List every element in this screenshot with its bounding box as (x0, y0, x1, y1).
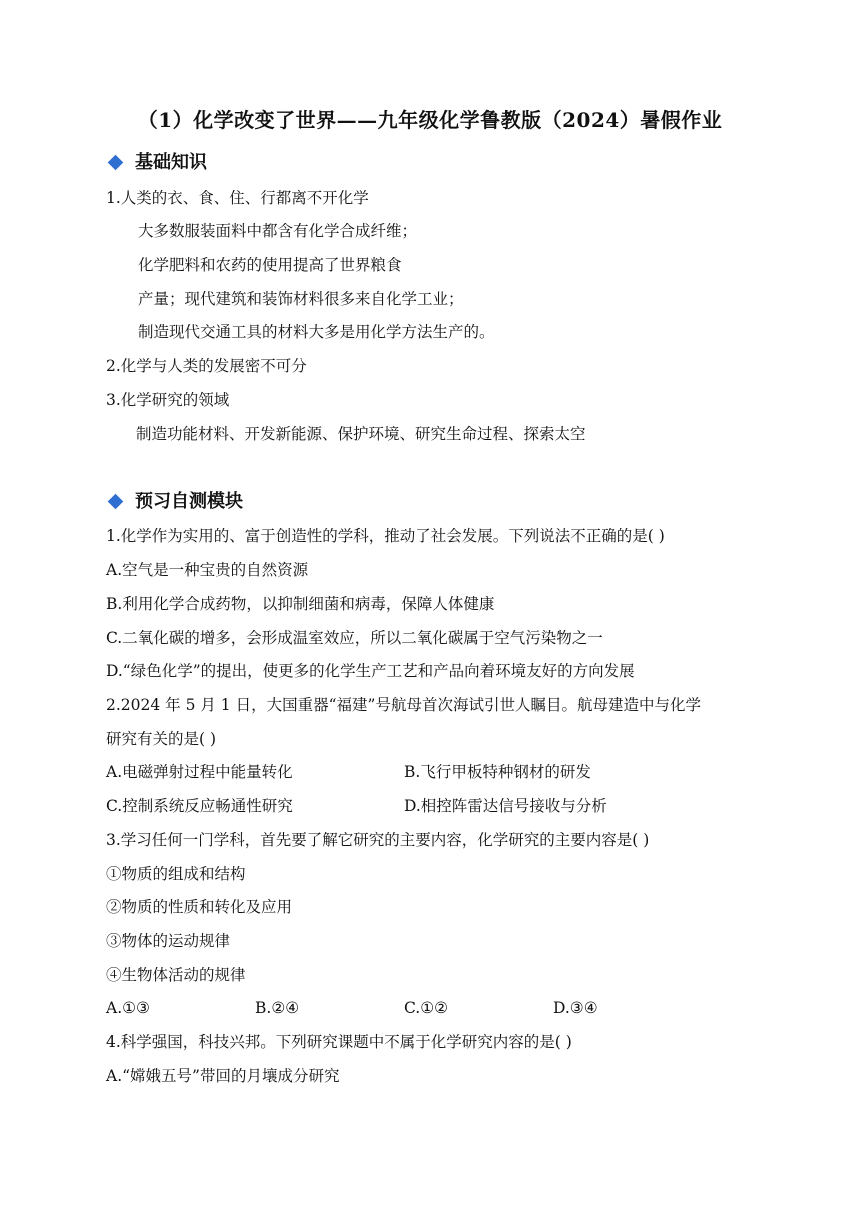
question-1-option-b: B.利用化学合成药物，以抑制细菌和病毒，保障人体健康 (106, 595, 495, 613)
question-1-option-d: D.“绿色化学”的提出，使更多的化学生产工艺和产品向着环境友好的方向发展 (106, 662, 635, 680)
question-2-stem-line-2: 研究有关的是( ) (106, 730, 217, 748)
question-3-option-d: D.③④ (553, 999, 598, 1017)
question-1-stem: 1.化学作为实用的、富于创造性的学科，推动了社会发展。下列说法不正确的是( ) (106, 527, 665, 545)
question-4-stem: 4.科学强国，科技兴邦。下列研究课题中不属于化学研究内容的是( ) (106, 1033, 572, 1051)
basics-text-3: 产量；现代建筑和装饰材料很多来自化学工业； (138, 290, 464, 308)
question-3-option-b: B.②④ (255, 999, 300, 1017)
section-pretest-heading (106, 487, 243, 513)
question-2-option-d: D.相控阵雷达信号接收与分析 (404, 797, 607, 815)
question-3-item-2: ②物质的性质和转化及应用 (106, 898, 293, 916)
question-3-item-3: ③物体的运动规律 (106, 932, 231, 950)
section-basics-label: 基础知识 (135, 152, 207, 173)
question-2-options-row-2 (106, 796, 786, 816)
page-title: （1）化学改变了世界——九年级化学鲁教版（2024）暑假作业 (137, 108, 723, 132)
basics-text-5: 制造功能材料、开发新能源、保护环境、研究生命过程、探索太空 (136, 425, 586, 443)
question-3-options-row (106, 998, 786, 1018)
basics-text-1: 大多数服装面料中都含有化学合成纤维； (138, 222, 418, 240)
diamond-bullet-icon (108, 493, 124, 509)
question-3-item-4: ④生物体活动的规律 (106, 966, 246, 984)
basics-point-1: 1.人类的衣、食、住、行都离不开化学 (106, 189, 369, 207)
question-2-option-c: C.控制系统反应畅通性研究 (106, 797, 293, 815)
question-3-option-c: C.①② (404, 999, 449, 1017)
diamond-bullet-icon (108, 154, 124, 170)
section-basics-heading (106, 148, 207, 174)
question-1-option-c: C.二氧化碳的增多，会形成温室效应，所以二氧化碳属于空气污染物之一 (106, 629, 603, 647)
question-2-option-a: A.电磁弹射过程中能量转化 (106, 763, 293, 781)
basics-point-2: 2.化学与人类的发展密不可分 (106, 357, 307, 375)
question-4-option-a: A.“嫦娥五号”带回的月壤成分研究 (106, 1067, 340, 1085)
question-3-item-1: ①物质的组成和结构 (106, 865, 246, 883)
question-3-stem: 3.学习任何一门学科，首先要了解它研究的主要内容，化学研究的主要内容是( ) (106, 831, 650, 849)
question-1-option-a: A.空气是一种宝贵的自然资源 (106, 561, 309, 579)
basics-text-2: 化学肥料和农药的使用提高了世界粮食 (138, 256, 402, 274)
question-2-stem-line-1: 2.2024 年 5 月 1 日，大国重器“福建”号航母首次海试引世人瞩目。航母建造中与化学 (106, 696, 701, 714)
basics-text-4: 制造现代交通工具的材料大多是用化学方法生产的。 (138, 323, 495, 341)
basics-point-3: 3.化学研究的领域 (106, 391, 230, 409)
question-3-option-a: A.①③ (106, 999, 150, 1017)
section-pretest-label: 预习自测模块 (135, 491, 243, 512)
question-2-option-b: B.飞行甲板特种钢材的研发 (404, 763, 591, 781)
question-2-options-row-1 (106, 762, 786, 782)
